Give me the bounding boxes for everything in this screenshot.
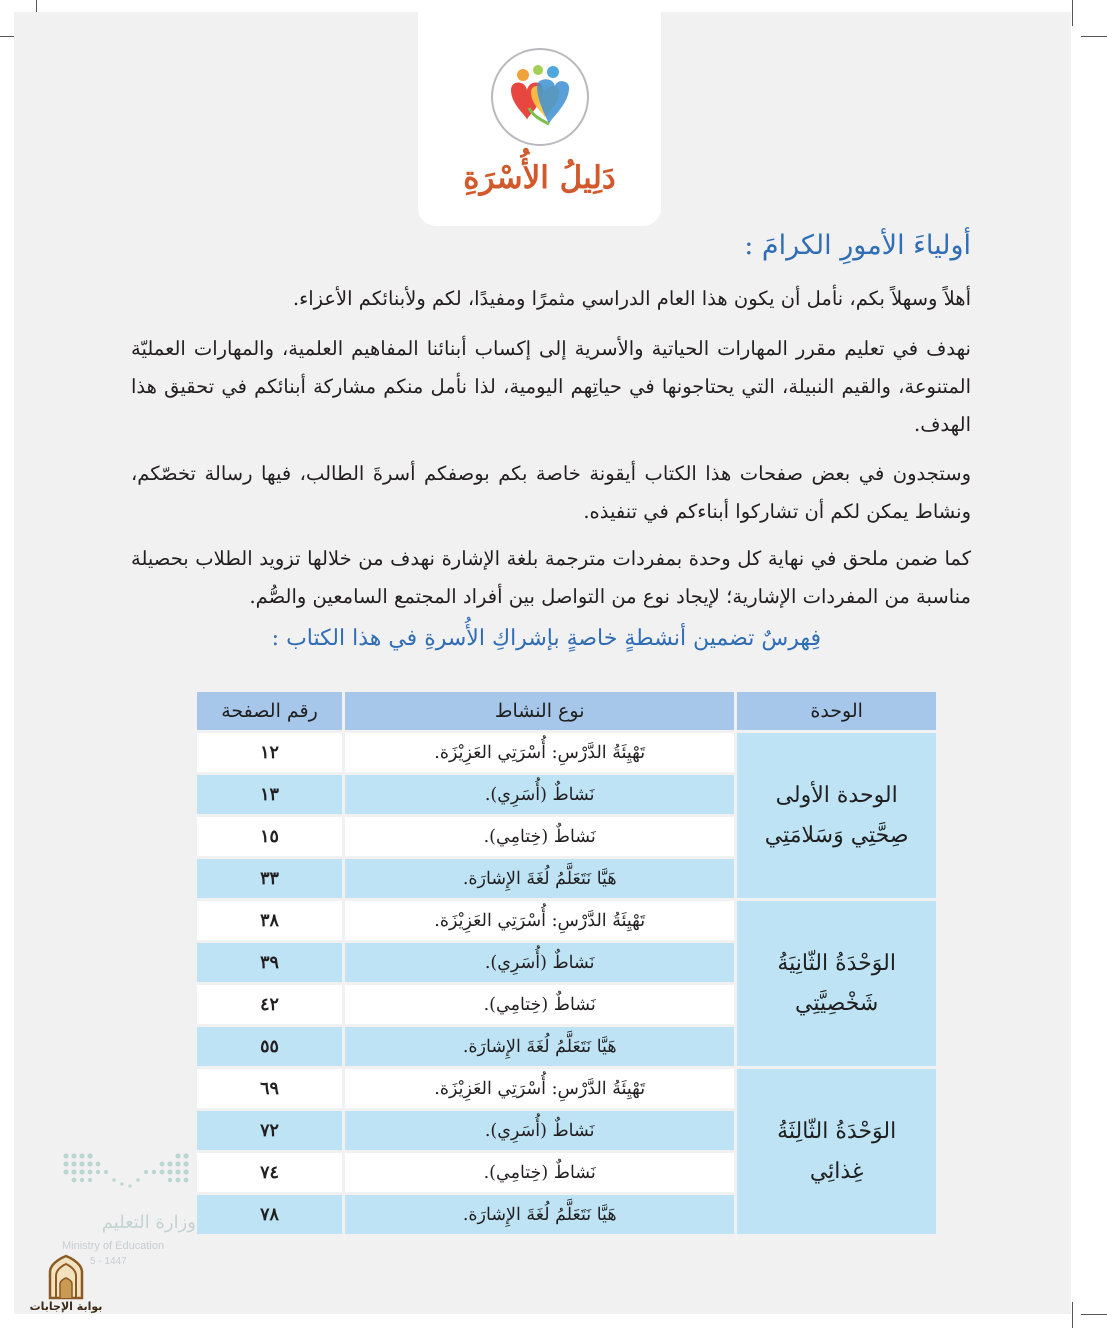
unit-name: الوَحْدَةُ الثّانِيَةُ <box>777 950 896 976</box>
unit-subtitle: شَخْصِيَّتِي <box>795 990 879 1016</box>
page-number-cell: ٥٥ <box>197 1027 342 1066</box>
page-number-cell: ١٥ <box>197 817 342 856</box>
ministry-name-ar: وزارة التعليم <box>101 1212 196 1233</box>
page-number-cell: ١٣ <box>197 775 342 814</box>
page-number-cell: ٣٣ <box>197 859 342 898</box>
activity-cell: نَشاطٌ (أُسَرِي). <box>345 775 734 814</box>
page-number-cell: ١٢ <box>197 733 342 772</box>
column-header-page: رقم الصفحة <box>197 692 342 730</box>
unit-cell <box>737 733 936 898</box>
unit-name: الوحدة الأولى <box>775 782 898 808</box>
table-row <box>197 901 936 940</box>
crop-mark <box>1072 0 1073 26</box>
activity-cell: نَشاطٌ (خِتامِي). <box>345 985 734 1024</box>
activity-cell: نَشاطٌ (خِتامِي). <box>345 1153 734 1192</box>
activity-cell: نَشاطٌ (أُسَرِي). <box>345 943 734 982</box>
activity-cell: تَهْيِئَةُ الدَّرْسِ: أُسْرَتِي العَزِيْزَة. <box>345 733 734 772</box>
page-number-cell: ٧٢ <box>197 1111 342 1150</box>
table-row <box>197 733 936 772</box>
page-number-cell: ٣٩ <box>197 943 342 982</box>
unit-subtitle: صِحَّتِي وَسَلامَتِي <box>764 822 909 848</box>
ministry-watermark <box>60 1150 200 1270</box>
intro-paragraph-3: وستجدون في بعض صفحات هذا الكتاب أيقونة خاصة بكم بوصفكم أسرةَ الطالب، فيها رسالة تخصّكم، ونشاط يمكن لكم أن تشاركوا أبناءكم في تنفيذه. <box>131 462 971 523</box>
column-header-activity: نوع النشاط <box>345 692 734 730</box>
intro-paragraph-1: أهلاً وسهلاً بكم، نأمل أن يكون هذا العام الدراسي مثمرًا ومفيدًا، لكم ولأبنائكم الأعزاء. <box>292 287 971 310</box>
crop-mark <box>1081 36 1107 37</box>
page-number-cell: ٧٨ <box>197 1195 342 1234</box>
unit-name: الوَحْدَةُ الثّالِثَةُ <box>777 1118 897 1144</box>
answers-portal-badge <box>28 1254 104 1320</box>
table-row <box>197 1069 936 1108</box>
activity-cell: تَهْيِئَةُ الدَّرْسِ: أُسْرَتِي العَزِيْزَة. <box>345 1069 734 1108</box>
portal-label: بوابة الإجابات <box>29 1300 103 1313</box>
unit-subtitle: غِذائِي <box>809 1158 864 1184</box>
activity-cell: نَشاطٌ (أُسَرِي). <box>345 1111 734 1150</box>
activity-cell: هَيَّا نَتَعَلَّمُ لُغَةَ الإِشارَة. <box>345 1027 734 1066</box>
column-header-unit: الوحدة <box>737 692 936 730</box>
activity-cell: هَيَّا نَتَعَلَّمُ لُغَةَ الإِشارَة. <box>345 859 734 898</box>
unit-cell <box>737 1069 936 1234</box>
ministry-dots-logo <box>60 1150 196 1200</box>
activity-cell: نَشاطٌ (خِتامِي). <box>345 817 734 856</box>
page-number-cell: ٧٤ <box>197 1153 342 1192</box>
activity-cell: هَيَّا نَتَعَلَّمُ لُغَةَ الإِشارَة. <box>345 1195 734 1234</box>
mosque-portal-icon <box>28 1254 104 1300</box>
page-number-cell: ٤٢ <box>197 985 342 1024</box>
family-hearts-icon <box>491 48 589 146</box>
crop-mark <box>1072 1302 1073 1328</box>
intro-paragraph-2: نهدف في تعليم مقرر المهارات الحياتية والأسرية إلى إكساب أبنائنا المفاهيم العلمية، والمهارات العمليّة المتنوعة، والقيم النبيلة، التي يحتاجونها في حياتِهم اليومية، لذا نأمل منكم مشاركة أبنائكم في تحقيق هذا الهدف. <box>131 337 971 436</box>
edition-year: 5 - 1447 <box>90 1256 127 1267</box>
index-heading: فِهرسٌ تضمين أنشطةٍ خاصةٍ بإشراكِ الأُسرةِ في هذا الكتاب : <box>271 626 821 651</box>
family-activities-table <box>194 689 939 1237</box>
page-title: دَلِيلُ الأُسْرَةِ <box>463 160 616 196</box>
page-number-cell: ٣٨ <box>197 901 342 940</box>
intro-paragraph-4: كما ضمن ملحق في نهاية كل وحدة بمفردات مترجمة بلغة الإشارة نهدف من خلالها تزويد الطلاب بحصيلة مناسبة من المفردات الإشارية؛ لإيجاد نوع من التواصل بين أفراد المجتمع السامعين والصُّم. <box>131 547 971 608</box>
activity-cell: تَهْيِئَةُ الدَّرْسِ: أُسْرَتِي العَزِيْزَة. <box>345 901 734 940</box>
greeting-heading: أولياءَ الأمورِ الكرامَ : <box>744 230 971 261</box>
header-card <box>418 0 661 226</box>
table-header-row <box>197 692 936 730</box>
ministry-name-en: Ministry of Education <box>62 1240 165 1252</box>
page-number-cell: ٦٩ <box>197 1069 342 1108</box>
crop-mark <box>1081 1314 1107 1315</box>
unit-cell <box>737 901 936 1066</box>
